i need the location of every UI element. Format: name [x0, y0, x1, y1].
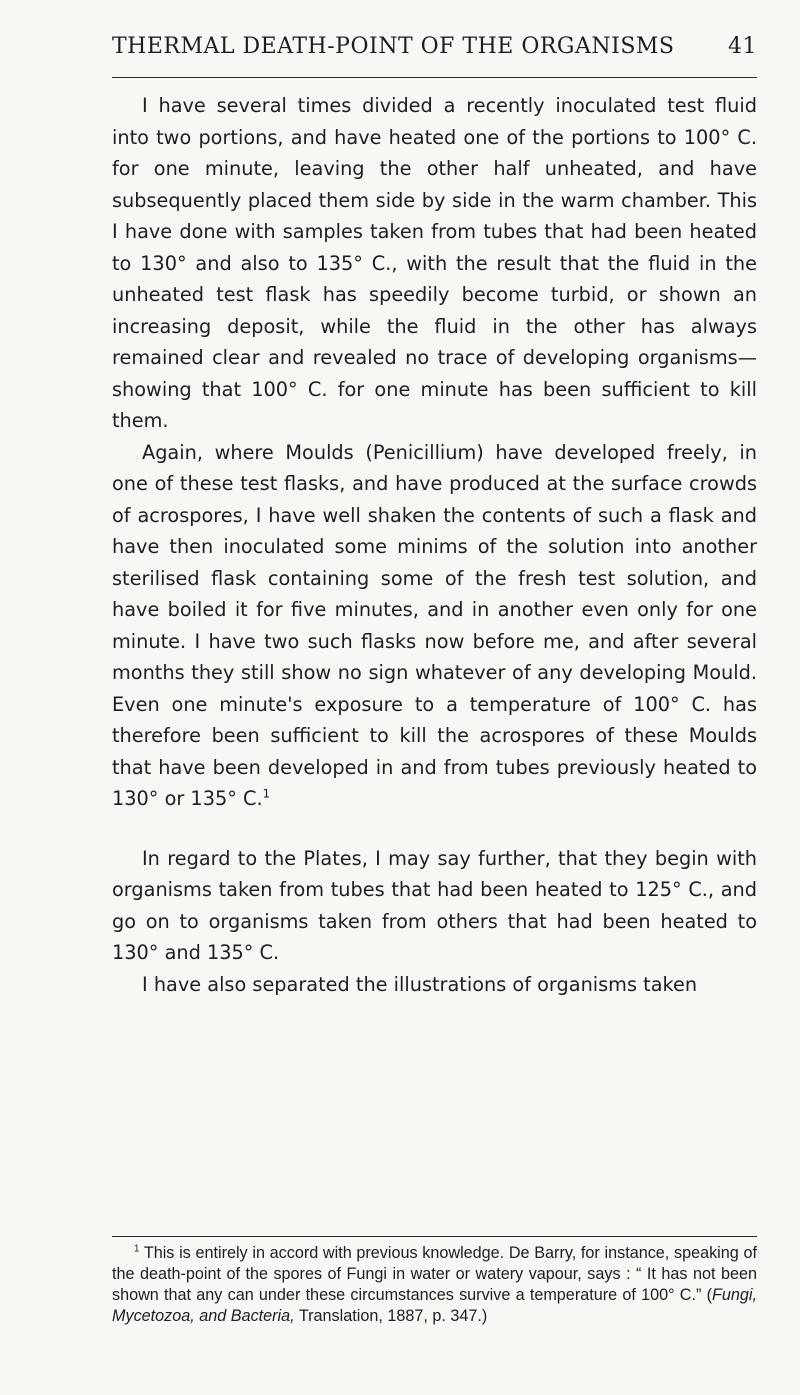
footnote-marker: 1 — [134, 1243, 140, 1255]
footnote-citation-title: Fungi, Mycetozoa, and Bacteria, — [112, 1286, 757, 1325]
footnote-rule — [112, 1236, 757, 1237]
footnote-reference: 1 — [262, 786, 270, 801]
footnote-citation-tail: Translation, 1887, p. 347.) — [294, 1307, 488, 1325]
running-header — [112, 34, 757, 68]
paragraph-1: I have several times divided a recently inoculated test fluid into two portions, and have heated one of the portions to 100° C. for one minute, leaving the other half unheated, and have subsequently placed them side by side in the warm chamber. This I have done with samples taken from tubes that had been heated to 130° and also to 135° C., with the result that the fluid in the unheated test flask has speedily become turbid, or shown an increasing deposit, while the fluid in the other has always remained clear and revealed no trace of developing organisms—showing that 100° C. for one minute has been sufficient to kill them. — [112, 94, 757, 432]
page-header-title: THERMAL DEATH-POINT OF THE ORGANISMS — [112, 34, 675, 59]
paragraph-2-text: Again, where Moulds (Penicillium) have developed freely, in one of these test flasks, and have produced at the surface crowds of acrospores, I have well shaken the contents of such a flask and have then inoculated some minims of the solution into another sterilised flask containing some of the fresh test solution, and have boiled it for five minutes, and in another even only for one minute. I have two such flasks now before me, and after several months they still show no sign whatever of any developing Mould. Even one minute's exposure to a temperature of 100° C. has therefore been sufficient to kill the acrospores of these Moulds that have been developed in and from tubes previously heated to 130° or 135° C. — [112, 440, 757, 810]
page-number: 41 — [728, 34, 757, 59]
body-text — [112, 90, 757, 1000]
header-rule — [112, 77, 757, 78]
paragraph-gap — [112, 815, 757, 843]
paragraph-2 — [112, 437, 757, 815]
footnote — [112, 1243, 757, 1327]
footnote-text: This is entirely in accord with previous knowledge. De Barry, for instance, speaking of the death-point of the spores of Fungi in water or watery vapour, says : “ It has not been shown that any can under these circumstances survive a temperature of 100° C.” ( — [112, 1244, 757, 1304]
paragraph-3: In regard to the Plates, I may say further, that they begin with organisms taken from tubes that had been heated to 125° C., and go on to organisms taken from others that had been heated to 130° and 135° C. — [112, 846, 757, 964]
paragraph-4: I have also separated the illustrations of organisms taken — [142, 972, 698, 996]
